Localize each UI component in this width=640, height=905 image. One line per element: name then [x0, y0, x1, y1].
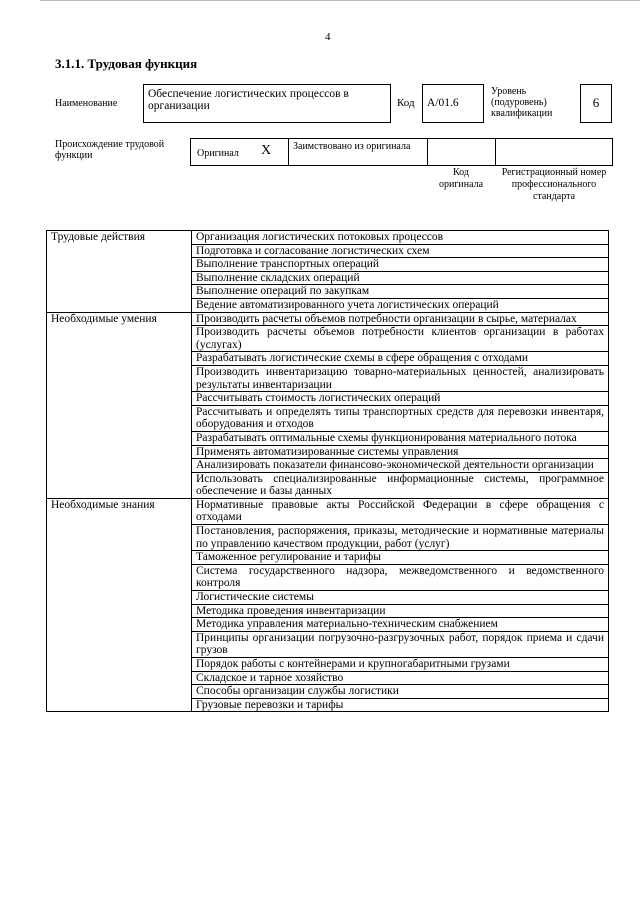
- section-spacer-cell: [47, 244, 192, 258]
- section-spacer-cell: [47, 591, 192, 605]
- section-spacer-cell: [47, 405, 192, 431]
- table-row: [47, 445, 609, 459]
- caption-code-original: Код оригинала: [438, 167, 484, 190]
- table-item-cell: Таможенное регулирование и тарифы: [192, 551, 609, 565]
- function-details-table: [46, 230, 609, 712]
- table-row: [47, 551, 609, 565]
- table-item-cell: Методика проведения инвентаризации: [192, 604, 609, 618]
- section-spacer-cell: [47, 618, 192, 632]
- table-row: [47, 431, 609, 445]
- table-row: [47, 244, 609, 258]
- table-item-cell: Ведение автоматизированного учета логистических операций: [192, 298, 609, 312]
- table-item-cell: Грузовые перевозки и тарифы: [192, 698, 609, 712]
- table-row: [47, 459, 609, 473]
- section-title-cell: Необходимые знания: [47, 498, 192, 524]
- table-row: [47, 405, 609, 431]
- section-spacer-cell: [47, 604, 192, 618]
- table-row: [47, 352, 609, 366]
- section-spacer-cell: [47, 445, 192, 459]
- table-item-cell: Производить расчеты объемов потребности организации в сырье, материалах: [192, 312, 609, 326]
- page-number: 4: [325, 31, 331, 43]
- level-value: 6: [592, 95, 600, 110]
- section-spacer-cell: [47, 271, 192, 285]
- section-spacer-cell: [47, 352, 192, 366]
- table-row: [47, 671, 609, 685]
- table-item-cell: Рассчитывать стоимость логистических операций: [192, 392, 609, 406]
- table-item-cell: Анализировать показатели финансово-экономической деятельности организации: [192, 459, 609, 473]
- section-title: 3.1.1. Трудовая функция: [55, 56, 198, 71]
- table-item-cell: Подготовка и согласование логистических схем: [192, 244, 609, 258]
- section-spacer-cell: [47, 472, 192, 498]
- table-row: [47, 312, 609, 326]
- section-spacer-cell: [47, 564, 192, 590]
- table-row: [47, 525, 609, 551]
- table-item-cell: Применять автоматизированные системы управления: [192, 445, 609, 459]
- section-title-cell: Трудовые действия: [47, 231, 192, 245]
- table-row: [47, 618, 609, 632]
- origin-row: [190, 138, 613, 166]
- table-item-cell: Принципы организации погрузочно-разгрузочных работ, порядок приема и сдачи грузов: [192, 631, 609, 657]
- original-mark: X: [261, 143, 272, 158]
- code-label: Код: [397, 97, 415, 109]
- table-row: [47, 326, 609, 352]
- table-row: [47, 604, 609, 618]
- caption-registration-number: Регистрационный номер профессионального стандарта: [501, 167, 607, 202]
- table-row: [47, 285, 609, 299]
- original-label: Оригинал: [197, 148, 239, 159]
- table-item-cell: Логистические системы: [192, 591, 609, 605]
- table-row: [47, 231, 609, 245]
- table-row: [47, 698, 609, 712]
- table-row: [47, 365, 609, 391]
- section-title-cell: Необходимые умения: [47, 312, 192, 326]
- table-row: [47, 564, 609, 590]
- table-item-cell: Выполнение транспортных операций: [192, 258, 609, 272]
- level-label: Уровень (подуровень) квалификации: [491, 86, 553, 119]
- table-row: [47, 591, 609, 605]
- table-item-cell: Нормативные правовые акты Российской Федерации в сфере обращения с отходами: [192, 498, 609, 524]
- section-spacer-cell: [47, 258, 192, 272]
- borrowed-label: Заимствовано из оригинала: [293, 141, 411, 152]
- code-box: [422, 84, 484, 123]
- table-row: [47, 685, 609, 699]
- table-item-cell: Выполнение операций по закупкам: [192, 285, 609, 299]
- origin-label: Происхождение трудовой функции: [55, 139, 165, 161]
- function-name-value: Обеспечение логистических процессов в организации: [148, 88, 349, 112]
- table-item-cell: Организация логистических потоковых процессов: [192, 231, 609, 245]
- table-item-cell: Производить расчеты объемов потребности клиентов организации в работах (услугах): [192, 326, 609, 352]
- table-row: [47, 392, 609, 406]
- table-item-cell: Рассчитывать и определять типы транспортных средств для перевозки инвентаря, оборудования и отходов: [192, 405, 609, 431]
- table-row: [47, 498, 609, 524]
- section-spacer-cell: [47, 285, 192, 299]
- table-item-cell: Разрабатывать логистические схемы в сфере обращения с отходами: [192, 352, 609, 366]
- section-spacer-cell: [47, 431, 192, 445]
- table-item-cell: Складское и тарное хозяйство: [192, 671, 609, 685]
- level-box: [580, 84, 612, 123]
- section-spacer-cell: [47, 698, 192, 712]
- top-rule: [40, 0, 640, 1]
- table-row: [47, 472, 609, 498]
- section-spacer-cell: [47, 459, 192, 473]
- section-spacer-cell: [47, 326, 192, 352]
- table-item-cell: Выполнение складских операций: [192, 271, 609, 285]
- section-spacer-cell: [47, 298, 192, 312]
- section-spacer-cell: [47, 365, 192, 391]
- section-spacer-cell: [47, 525, 192, 551]
- section-spacer-cell: [47, 671, 192, 685]
- name-label: Наименование: [55, 98, 118, 109]
- code-value: А/01.6: [427, 97, 459, 109]
- section-spacer-cell: [47, 551, 192, 565]
- section-spacer-cell: [47, 658, 192, 672]
- table-item-cell: Система государственного надзора, межведомственного и ведомственного контроля: [192, 564, 609, 590]
- table-item-cell: Использовать специализированные информационные системы, программное обеспечение и базы данных: [192, 472, 609, 498]
- section-spacer-cell: [47, 392, 192, 406]
- table-item-cell: Способы организации службы логистики: [192, 685, 609, 699]
- table-row: [47, 658, 609, 672]
- table-item-cell: Порядок работы с контейнерами и крупногабаритными грузами: [192, 658, 609, 672]
- table-row: [47, 271, 609, 285]
- function-name-box: [143, 84, 391, 123]
- table-item-cell: Постановления, распоряжения, приказы, методические и нормативные материалы по управлению качеством продукции, работ (услуг): [192, 525, 609, 551]
- table-item-cell: Разрабатывать оптимальные схемы функционирования материального потока: [192, 431, 609, 445]
- section-spacer-cell: [47, 685, 192, 699]
- table-row: [47, 258, 609, 272]
- table-item-cell: Производить инвентаризацию товарно-материальных ценностей, анализировать результаты инвентаризации: [192, 365, 609, 391]
- table-row: [47, 631, 609, 657]
- section-spacer-cell: [47, 631, 192, 657]
- table-item-cell: Методика управления материально-техническим снабжением: [192, 618, 609, 632]
- table-row: [47, 298, 609, 312]
